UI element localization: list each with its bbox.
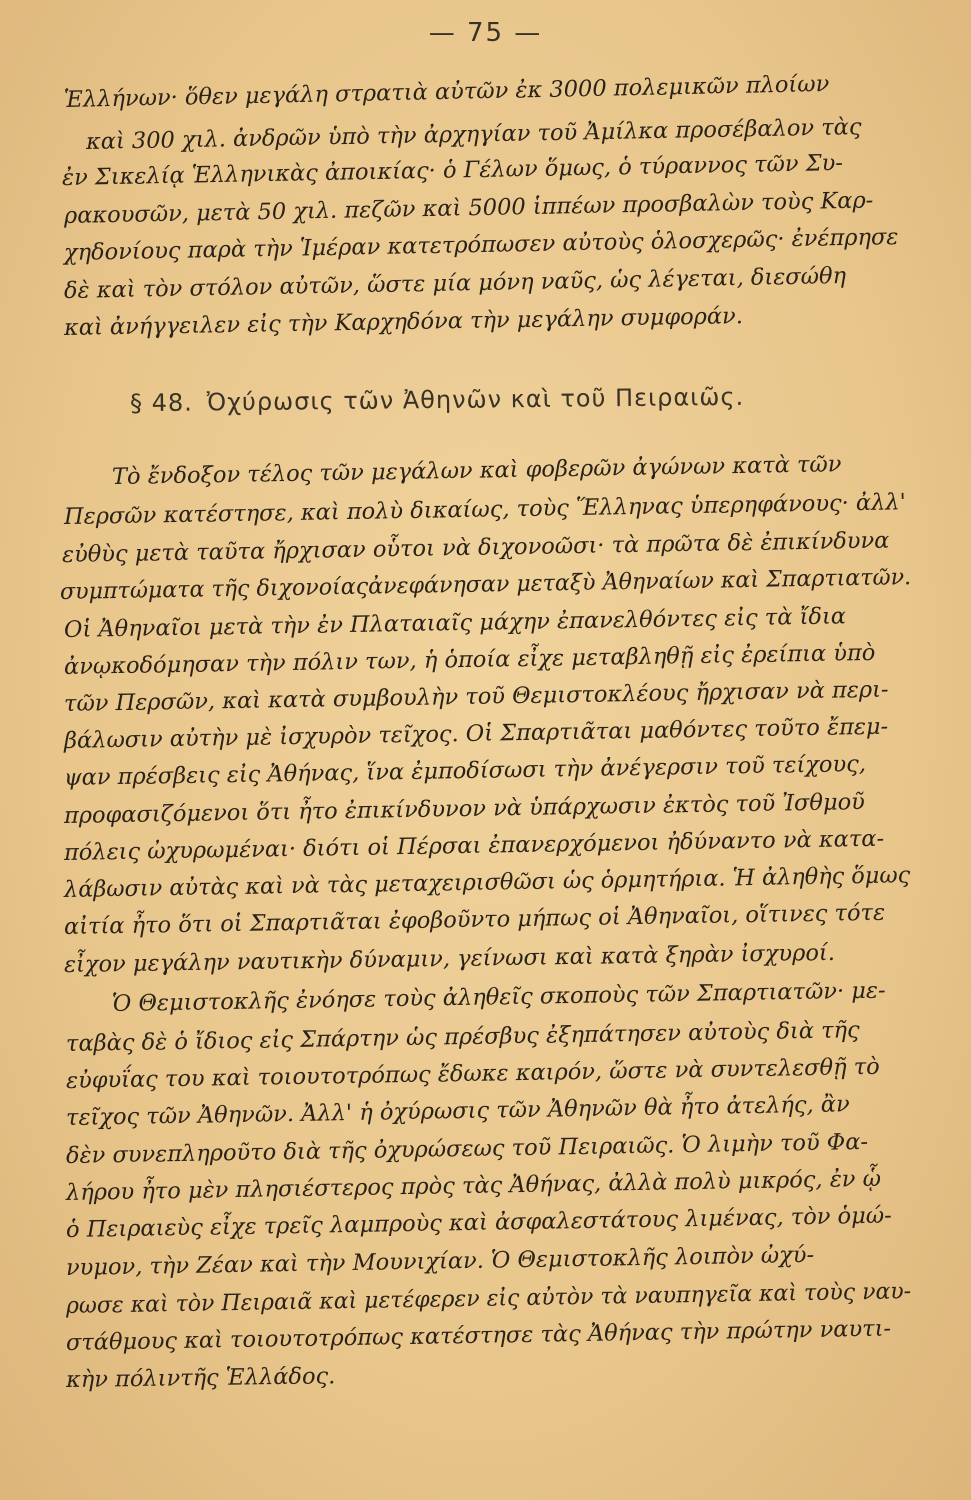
- text-line: ὁ Πειραιεὺς εἶχε τρεῖς λαμπροὺς καὶ ἀσφαλεστάτους λιμένας, τὸν ὁμώ-: [65, 1202, 892, 1243]
- text-line: Ἑλλήνων· ὅθεν μεγάλη στρατιὰ αὐτῶν ἐκ 3000 πολεμικῶν πλοίων: [63, 70, 830, 113]
- text-line: δὲν συνεπληροῦτο διὰ τῆς ὀχυρώσεως τοῦ Πειραιῶς. Ὁ λιμὴν τοῦ Φα-: [65, 1129, 869, 1169]
- text-line: Οἱ Ἀθηναῖοι μετὰ τὴν ἐν Πλαταιαῖς μάχην ἐπανελθόντες εἰς τὰ ἴδια: [63, 603, 847, 643]
- text-line: καὶ ἀνήγγειλεν εἰς τὴν Καρχηδόνα τὴν μεγάλην συμφοράν.: [63, 303, 744, 341]
- text-line: εὐφυΐας του καὶ τοιουτοτρόπως ἔδωκε καιρόν, ὥστε νὰ συντελεσθῇ τὸ: [65, 1053, 880, 1094]
- text-line: χηδονίους παρὰ τὴν Ἱμέραν κατετρόπωσεν αὐτοὺς ὁλοσχερῶς· ἐνέπρησε: [63, 223, 899, 266]
- text-line: λήρου ἦτο μὲν πλησιέστερος πρὸς τὰς Ἀθήνας, ἀλλὰ πολὺ μικρός, ἐν ᾧ: [65, 1165, 882, 1206]
- text-line: ἀνῳκοδόμησαν τὴν πόλιν των, ἡ ὁποία εἶχε μεταβληθῇ εἰς ἐρείπια ὑπὸ: [63, 639, 876, 680]
- text-line: ἐν Σικελίᾳ Ἑλληνικὰς ἀποικίας· ὁ Γέλων ὅμως, ὁ τύραννος τῶν Συ-: [61, 150, 844, 191]
- text-line: λάβωσιν αὐτὰς καὶ νὰ τὰς μεταχειρισθῶσι ὡς ὁρμητήρια. Ἡ ἀληθὴς ὅμως: [63, 862, 911, 903]
- section-symbol: § 48.: [129, 388, 193, 418]
- text-line: Περσῶν κατέστησε, καὶ πολὺ δικαίως, τοὺς Ἕλληνας ὑπερηφάνους· ἀλλ': [63, 489, 907, 530]
- text-line: τῶν Περσῶν, καὶ κατὰ συμβουλὴν τοῦ Θεμιστοκλέους ἤρχισαν νὰ περι-: [63, 676, 889, 717]
- text-line: καὶ 300 χιλ. ἀνδρῶν ὑπὸ τὴν ἀρχηγίαν τοῦ Ἀμίλκα προσέβαλον τὰς: [85, 114, 862, 155]
- page-number: — 75 —: [428, 18, 543, 48]
- text-line: Ὁ Θεμιστοκλῆς ἐνόησε τοὺς ἀληθεῖς σκοποὺς τῶν Σπαρτιατῶν· με-: [111, 977, 886, 1017]
- text-line: βάλωσιν αὐτὴν μὲ ἰσχυρὸν τεῖχος. Οἱ Σπαρτιᾶται μαθόντες τοῦτο ἔπεμ-: [63, 713, 889, 754]
- text-line: συμπτώματα τῆς διχονοίαςἀνεφάνησαν μεταξὺ Ἀθηναίων καὶ Σπαρτιατῶν.: [59, 564, 912, 605]
- text-line: ψαν πρέσβεις εἰς Ἀθήνας, ἵνα ἐμποδίσωσι τὴν ἀνέγερσιν τοῦ τείχους,: [63, 751, 867, 791]
- text-line: αἰτία ἦτο ὅτι οἱ Σπαρτιᾶται ἐφοβοῦντο μήπως οἱ Ἀθηναῖοι, οἵτινες τότε: [63, 899, 886, 940]
- section-heading: [130, 383, 744, 417]
- text-line: ταβὰς δὲ ὁ ἴδιος εἰς Σπάρτην ὡς πρέσβυς ἐξηπάτησεν αὐτοὺς διὰ τῆς: [65, 1017, 860, 1057]
- section-title: Ὀχύρωσις τῶν Ἀθηνῶν καὶ τοῦ Πειραιῶς.: [206, 382, 745, 417]
- text-line: νυμον, τὴν Ζέαν καὶ τὴν Μουνιχίαν. Ὁ Θεμιστοκλῆς λοιπὸν ὠχύ-: [65, 1241, 815, 1281]
- text-line: εἶχον μεγάλην ναυτικὴν δύναμιν, γείνωσι καὶ κατὰ ξηρὰν ἰσχυροί.: [63, 939, 836, 978]
- text-line: στάθμους καὶ τοιουτοτρόπως κατέστησε τὰς Ἀθήνας τὴν πρώτην ναυτι-: [65, 1315, 892, 1356]
- text-line: Τὸ ἔνδοξον τέλος τῶν μεγάλων καὶ φοβερῶν ἀγώνων κατὰ τῶν: [111, 451, 842, 490]
- text-line: πόλεις ὠχυρωμέναι· διότι οἱ Πέρσαι ἐπανερχόμενοι ἠδύναντο νὰ κατα-: [63, 825, 885, 866]
- text-line: τεῖχος τῶν Ἀθηνῶν. Ἀλλ' ἡ ὀχύρωσις τῶν Ἀθηνῶν θὰ ἦτο ἀτελής, ἂν: [65, 1091, 850, 1131]
- text-line: εὐθὺς μετὰ ταῦτα ἤρχισαν οὗτοι νὰ διχονοῶσι· τὰ πρῶτα δὲ ἐπικίνδυνα: [61, 527, 890, 568]
- text-line: δὲ καὶ τὸν στόλον αὐτῶν, ὥστε μία μόνη ναῦς, ὡς λέγεται, διεσώθη: [63, 262, 847, 304]
- text-line: ρακουσῶν, μετὰ 50 χιλ. πεζῶν καὶ 5000 ἱππέων προσβαλὼν τοὺς Καρ-: [63, 187, 874, 229]
- text-line: κὴν πόλιντῆς Ἑλλάδος.: [65, 1363, 336, 1393]
- text-line: προφασιζόμενοι ὅτι ἦτο ἐπικίνδυνον νὰ ὑπάρχωσιν ἐκτὸς τοῦ Ἰσθμοῦ: [63, 789, 866, 829]
- text-line: ρωσε καὶ τὸν Πειραιᾶ καὶ μετέφερεν εἰς αὐτὸν τὰ ναυπηγεῖα καὶ τοὺς ναυ-: [65, 1278, 912, 1319]
